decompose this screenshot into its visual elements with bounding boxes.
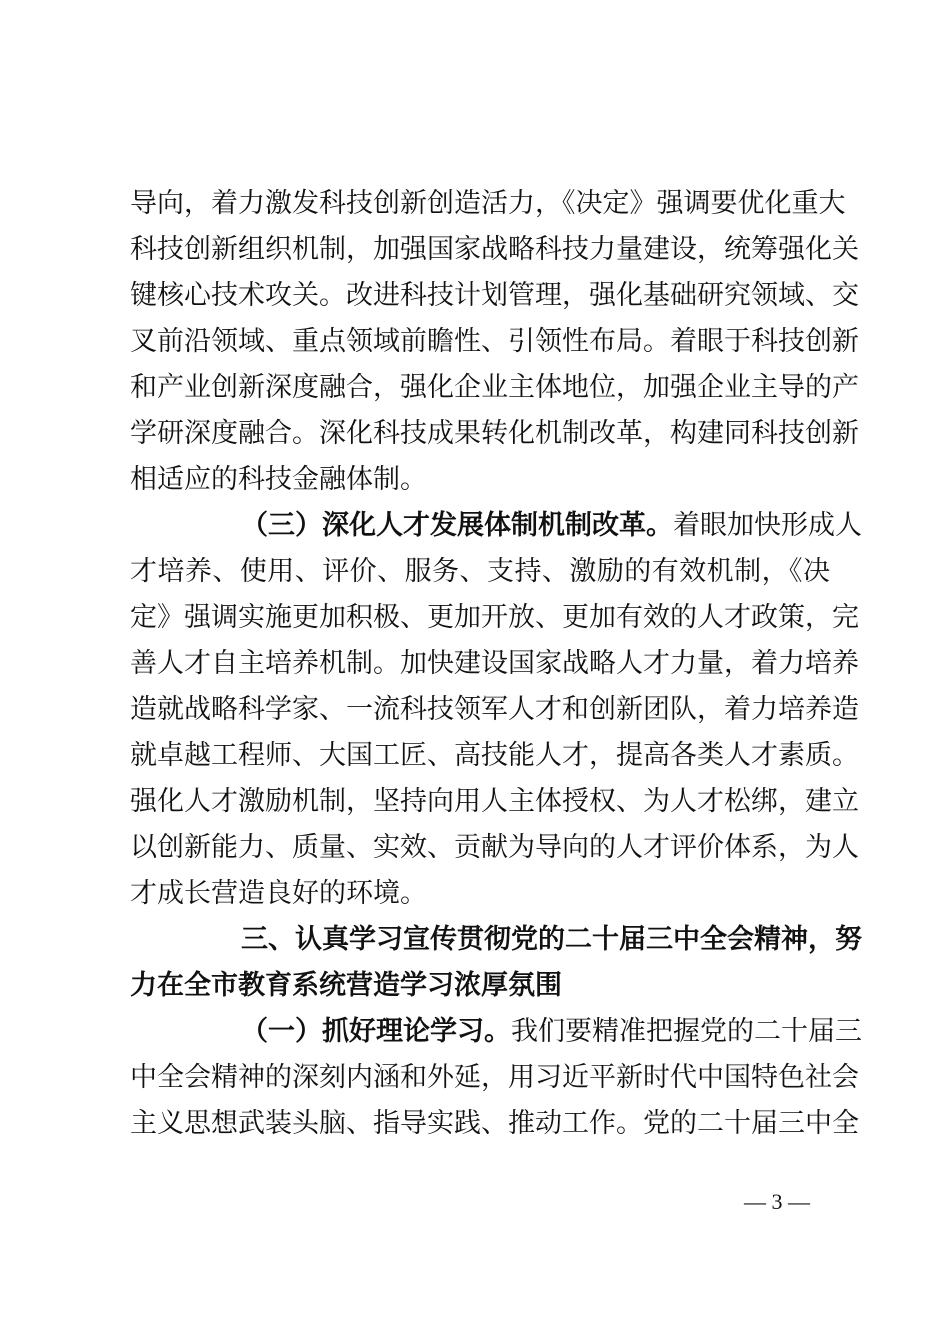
paragraph-2-line-4: 善人才自主培养机制。加快建设国家战略人才力量，着力培养 [130,648,859,679]
paragraph-2-line-2: 才培养、使用、评价、服务、支持、激励的有效机制，《决 [130,556,830,587]
paragraph-2-line-8: 以创新能力、质量、实效、贡献为导向的人才评价体系，为人 [130,832,859,863]
section-heading-line-2: 力在全市教育系统营造学习浓厚氛围 [130,970,562,1001]
sub-heading-theory-study: （一）抓好理论学习。 [241,1016,511,1047]
paragraph-3-line-1 [241,1014,862,1050]
paragraph-1-line-4: 叉前沿领域、重点领域前瞻性、引领性布局。着眼于科技创新 [130,326,859,357]
paragraph-3-line-3: 主义思想武装头脑、指导实践、推动工作。党的二十届三中全 [130,1108,859,1139]
paragraph-3-line-2: 中全会精神的深刻内涵和外延，用习近平新时代中国特色社会 [130,1062,859,1093]
paragraph-1-line-1: 导向，着力激发科技创新创造活力，《决定》强调要优化重大 [130,188,846,219]
paragraph-1-line-5: 和产业创新深度融合，强化企业主体地位，加强企业主导的产 [130,372,859,403]
paragraph-2-line-9: 才成长营造良好的环境。 [130,878,427,909]
paragraph-1-line-7: 相适应的科技金融体制。 [130,464,427,495]
paragraph-3-line-1-rest: 我们要精准把握党的二十届三 [511,1016,862,1047]
paragraph-1-line-6: 学研深度融合。深化科技成果转化机制改革，构建同科技创新 [130,418,859,449]
paragraph-1-line-2: 科技创新组织机制，加强国家战略科技力量建设，统筹强化关 [130,234,859,265]
page-number: — 3 — [744,1189,810,1214]
paragraph-2-line-1 [241,508,862,544]
paragraph-2-line-6: 就卓越工程师、大国工匠、高技能人才，提高各类人才素质。 [130,740,859,771]
section-heading-line-1: 三、认真学习宣传贯彻党的二十届三中全会精神，努 [241,924,862,955]
paragraph-1-line-3: 键核心技术攻关。改进科技计划管理，强化基础研究领域、交 [130,280,859,311]
sub-heading-talent-reform: （三）深化人才发展体制机制改革。 [241,510,673,541]
paragraph-2-line-5: 造就战略科学家、一流科技领军人才和创新团队，着力培养造 [130,694,859,725]
paragraph-2-line-1-rest: 着眼加快形成人 [673,510,862,541]
paragraph-2-line-3: 定》强调实施更加积极、更加开放、更加有效的人才政策，完 [130,602,859,633]
paragraph-2-line-7: 强化人才激励机制，坚持向用人主体授权、为人才松绑，建立 [130,786,859,817]
